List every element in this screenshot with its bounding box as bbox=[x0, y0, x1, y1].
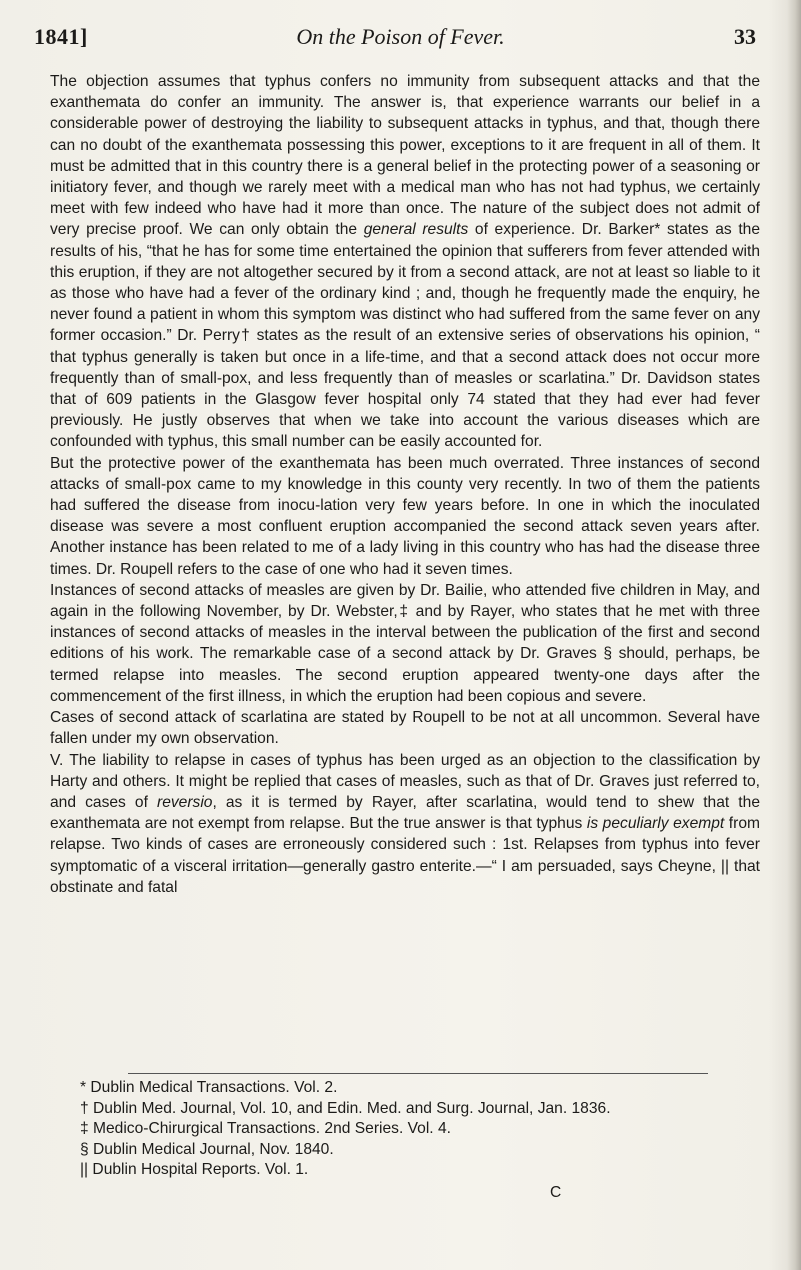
italic-text: general results bbox=[363, 221, 469, 239]
footnote: ‡ Medico-Chirurgical Transactions. 2nd Series. Vol. 4. bbox=[80, 1120, 451, 1138]
page-edge-shadow bbox=[787, 0, 801, 1270]
text-segment: The objection assumes that typhus confers no immunity from subsequent attacks and that the exanthemata do confer an immunity. The answer is, that experience warrants our belief in a considerable power of destroying the liability to subsequent attacks in typhus, and that, though there can no doubt of the exanthemata possessing this power, exceptions to it are frequent in all of them. It must be admitted that in this country there is a general belief in the protecting power of a seasoning or initiatory fever, and though we rarely meet with a medical man who has not had typhus, we certainly meet with few indeed who have had it more than once. The nature of the subject does not admit of very precise proof. We can only obtain the bbox=[50, 73, 760, 239]
running-header bbox=[0, 24, 801, 54]
paragraph bbox=[50, 750, 760, 898]
footnotes bbox=[80, 1078, 760, 1181]
footnote-rule bbox=[128, 1073, 708, 1074]
footnote: † Dublin Med. Journal, Vol. 10, and Edin. Med. and Surg. Journal, Jan. 1836. bbox=[80, 1099, 611, 1117]
footnote: || Dublin Hospital Reports. Vol. 1. bbox=[80, 1161, 309, 1179]
italic-text: is peculiarly exempt bbox=[586, 815, 725, 833]
header-title: On the Poison of Fever. bbox=[296, 24, 505, 49]
signature-mark: C bbox=[550, 1184, 562, 1201]
page-number: 33 bbox=[734, 24, 756, 49]
footnote: * Dublin Medical Transactions. Vol. 2. bbox=[80, 1079, 338, 1096]
paragraph bbox=[50, 707, 760, 749]
paragraph bbox=[50, 580, 760, 707]
text-segment: , as it is termed by Rayer, after scarlatina, would tend to shew that the exanthemata are not exempt from relapse. But the true answer is that typhus bbox=[50, 793, 760, 833]
text-segment: from relapse. Two kinds of cases are erroneously considered such : 1st. Relapses from typhus into fever symptomatic of a visceral irritation—generally gastro enterite.—“ I am persuaded, says Cheyne, || that obstinate and fatal bbox=[50, 815, 760, 896]
text-segment: But the protective power of the exanthemata has been much overrated. Three instances of second attacks of small-pox came to my knowledge in this county very recently. In two of them the patients had suffered the disease from inocu-lation very few years before. In one in which the inoculated disease was severe a most confluent eruption accompanied the second attack seven years after. Another instance has been related to me of a lady living in this country who has had the disease three times. Dr. Roupell refers to the case of one who had it seven times. bbox=[50, 454, 760, 578]
text-segment: V. The liability to relapse in cases of typhus has been urged as an objection to the classification by Harty and others. It might be replied that cases of measles, such as that of Dr. Graves just referred to, and cases of bbox=[50, 751, 760, 811]
paragraph bbox=[50, 453, 760, 580]
text-segment: Cases of second attack of scarlatina are stated by Roupell to be not at all uncommon. Several have fallen under my own observation. bbox=[50, 709, 760, 748]
text-segment: of experience. Dr. Barker* states as the results of his, “that he has for some time entertained the opinion that sufferers from fever attended with this eruption, if they are not altogether secured by it from a second attack, are not at least so liable to it as those who have had a fever of the ordinary kind ; and, though he frequently made the enquiry, he never found a patient in whom this symptom was distinct who had suffered from the same fever on any former occasion.” Dr. Perry† states as the result of an extensive series of observations his opinion, “ that typhus generally is taken but once in a life-time, and that a second attack does not occur more frequently than of small-pox, and less frequently than of measles or scarlatina.” Dr. Davidson states that of 609 patients in the Glasgow fever hospital only 74 stated that they had ever had fever previously. He justly observes that when we take into account the various diseases which are confounded with typhus, this small number can be easily accounted for. bbox=[50, 221, 761, 451]
text-segment: Instances of second attacks of measles are given by Dr. Bailie, who attended five children in May, and again in the following November, by Dr. Webster,‡ and by Rayer, who states that he met with three instances of second attacks of measles in the interval between the publication of the first and second editions of his work. The remarkable case of a second attack by Dr. Graves § should, perhaps, be termed relapse into measles. The second eruption appeared twenty-one days after the commencement of the first illness, in which the eruption had been copious and severe. bbox=[50, 581, 760, 705]
italic-text: reversio bbox=[157, 793, 213, 811]
body-text bbox=[50, 71, 760, 898]
header-year: 1841] bbox=[34, 24, 88, 49]
paragraph bbox=[50, 71, 760, 453]
footnote: § Dublin Medical Journal, Nov. 1840. bbox=[80, 1140, 334, 1158]
